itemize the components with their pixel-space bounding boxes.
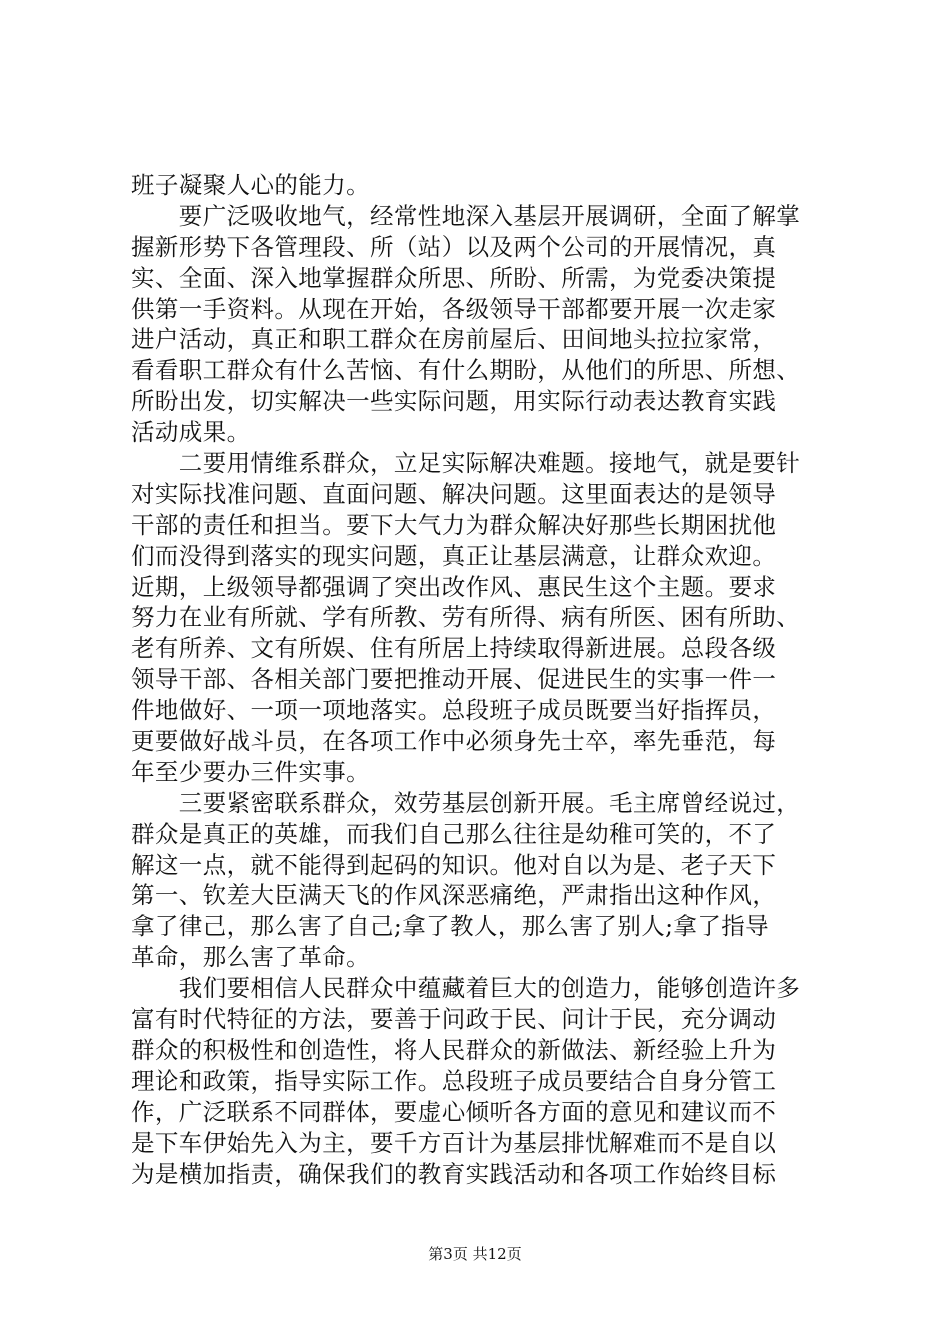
text-line: 是下车伊始先入为主，要千方百计为基层排忧解难而不是自以: [131, 1128, 777, 1157]
text-line: 第一、钦差大臣满天飞的作风深恶痛绝，严肃指出这种作风，: [131, 881, 777, 910]
text-line: 理论和政策，指导实际工作。总段班子成员要结合自身分管工: [131, 1066, 777, 1095]
text-line: 握新形势下各管理段、所（站）以及两个公司的开展情况，真: [131, 232, 777, 261]
text-line: 老有所养、文有所娱、住有所居上持续取得新进展。总段各级: [131, 634, 777, 663]
document-body: [131, 170, 831, 1189]
text-line: 所盼出发，切实解决一些实际问题，用实际行动表达教育实践: [131, 387, 777, 416]
text-line: 拿了律己，那么害了自己;拿了教人，那么害了别人;拿了指导: [131, 912, 770, 941]
text-line: 我们要相信人民群众中蕴藏着巨大的创造力，能够创造许多: [131, 974, 801, 1003]
text-line: 活动成果。: [131, 418, 251, 447]
text-line: 领导干部、各相关部门要把推动开展、促进民生的实事一件一: [131, 665, 777, 694]
text-line: 更要做好战斗员，在各项工作中必须身先士卒，率先垂范，每: [131, 727, 777, 756]
text-line: 看看职工群众有什么苦恼、有什么期盼，从他们的所思、所想、: [131, 356, 801, 385]
text-line: 二要用情维系群众，立足实际解决难题。接地气，就是要针: [131, 449, 801, 478]
text-line: 革命，那么害了革命。: [131, 943, 370, 972]
text-line: 群众的积极性和创造性，将人民群众的新做法、新经验上升为: [131, 1035, 777, 1064]
text-line: 努力在业有所就、学有所教、劳有所得、病有所医、困有所助、: [131, 603, 801, 632]
text-line: 干部的责任和担当。要下大气力为群众解决好那些长期困扰他: [131, 510, 777, 539]
text-line: 群众是真正的英雄，而我们自己那么往往是幼稚可笑的，不了: [131, 819, 777, 848]
page-footer: 第3页 共12页: [428, 1245, 522, 1263]
text-line: 三要紧密联系群众，效劳基层创新开展。毛主席曾经说过，: [131, 788, 801, 817]
text-line: 们而没得到落实的现实问题，真正让基层满意，让群众欢迎。: [131, 541, 777, 570]
text-line: 解这一点，就不能得到起码的知识。他对自以为是、老子天下: [131, 850, 777, 879]
text-line: 年至少要办三件实事。: [131, 757, 370, 786]
text-line: 富有时代特征的方法，要善于问政于民、问计于民，充分调动: [131, 1005, 777, 1034]
text-line: 作，广泛联系不同群体，要虚心倾听各方面的意见和建议而不: [131, 1097, 777, 1126]
text-line: 为是横加指责，确保我们的教育实践活动和各项工作始终目标: [131, 1159, 777, 1188]
text-line: 实、全面、深入地掌握群众所思、所盼、所需，为党委决策提: [131, 263, 777, 292]
text-line: 供第一手资料。从现在开始，各级领导干部都要开展一次走家: [131, 294, 777, 323]
text-line: 要广泛吸收地气，经常性地深入基层开展调研，全面了解掌: [131, 201, 801, 230]
text-line: 对实际找准问题、直面问题、解决问题。这里面表达的是领导: [131, 479, 777, 508]
text-line: 班子凝聚人心的能力。: [131, 171, 370, 199]
text-line: 件地做好、一项一项地落实。总段班子成员既要当好指挥员，: [131, 696, 777, 725]
text-line: 近期，上级领导都强调了突出改作风、惠民生这个主题。要求: [131, 572, 777, 601]
text-line: 进户活动，真正和职工群众在房前屋后、田间地头拉拉家常，: [131, 325, 777, 354]
